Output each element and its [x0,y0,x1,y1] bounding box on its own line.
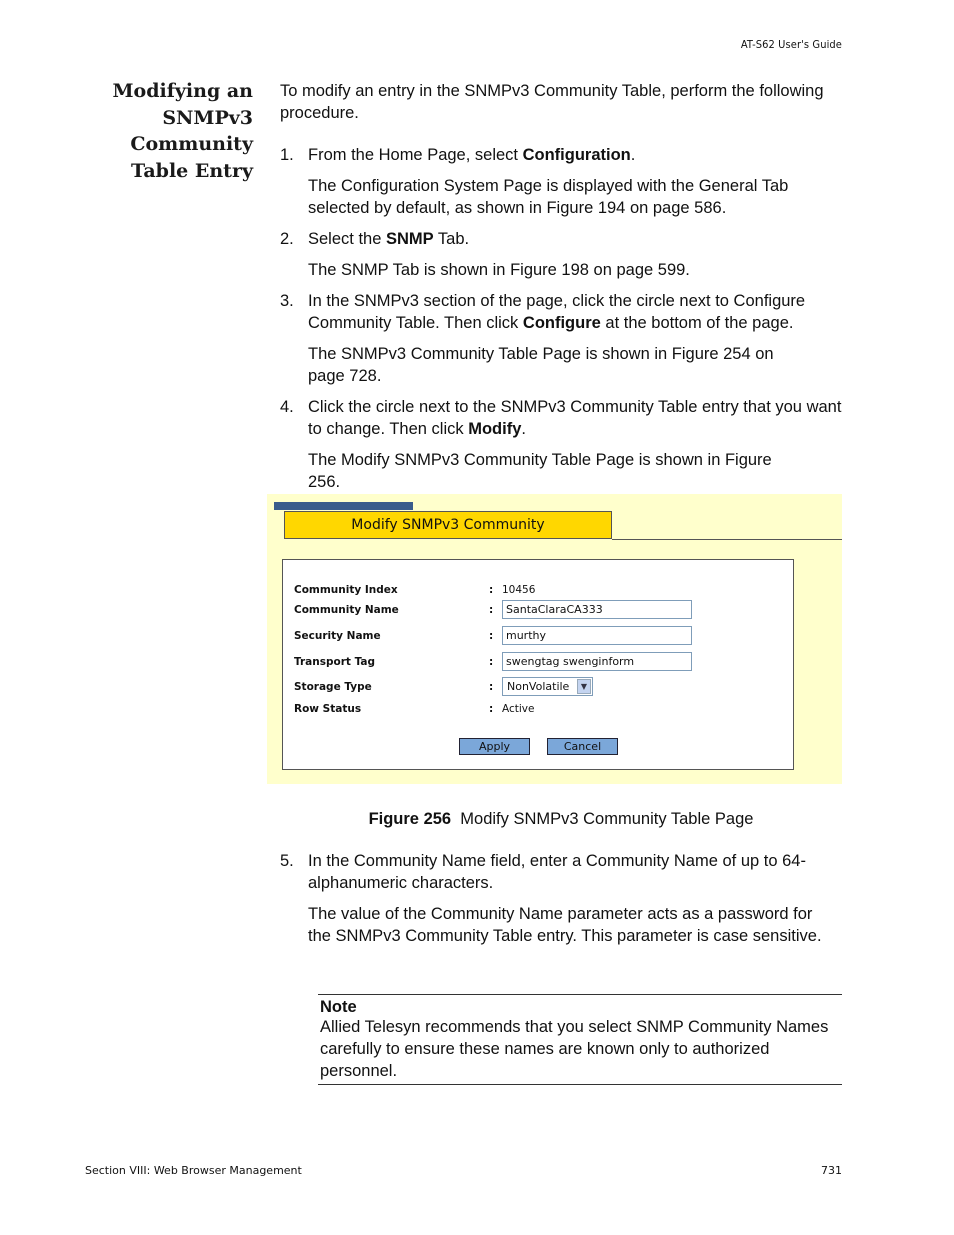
colon: : [489,703,494,715]
step-text: In the Community Name field, enter a Community Name of up to 64-alphanumeric characters. [308,852,806,892]
step-text: Click the circle next to the SNMPv3 Community Table entry that you want to change. Then click Modify. [308,398,842,438]
step-number: 1. [280,146,294,164]
step-number: 2. [280,230,294,248]
community-index-value: 10456 [502,584,536,596]
chevron-down-icon[interactable]: ▼ [577,679,591,694]
note-title: Note [320,998,357,1016]
colon: : [489,584,494,596]
field-label: Row Status [294,703,362,715]
colon: : [489,656,494,668]
note-rule-top [318,994,842,995]
tab-divider [612,539,842,540]
step-number: 4. [280,398,294,416]
step-detail: The SNMPv3 Community Table Page is shown in Figure 254 on page 728. [308,345,774,385]
step-number: 5. [280,852,294,870]
field-label: Community Name [294,604,399,616]
footer-section: Section VIII: Web Browser Management [85,1164,302,1177]
apply-button[interactable]: Apply [459,738,530,755]
colon: : [489,681,494,693]
step-detail: The Modify SNMPv3 Community Table Page is shown in Figure 256. [308,451,772,491]
storage-type-select[interactable] [502,677,593,696]
running-header: AT-S62 User's Guide [740,38,842,51]
page-number: 731 [821,1164,842,1177]
field-label: Community Index [294,584,398,596]
tab-bar [274,502,413,510]
step-text: From the Home Page, select Configuration. [308,146,636,164]
step-text: Select the SNMP Tab. [308,230,470,248]
tab-modify-snmpv3-community[interactable]: Modify SNMPv3 Community [284,511,612,539]
security-name-input[interactable]: murthy [502,626,692,645]
note-rule-bottom [318,1084,842,1085]
step-detail: The Configuration System Page is displayed with the General Tab selected by default, as shown in Figure 194 on page 586. [308,177,789,217]
figure-screenshot [267,494,842,784]
storage-type-selected-value: NonVolatile [507,680,570,693]
step-detail: The value of the Community Name parameter acts as a password for the SNMPv3 Community Table entry. This parameter is case sensitive. [308,905,822,945]
transport-tag-input[interactable]: swengtag swenginform [502,652,692,671]
row-status-value: Active [502,703,535,715]
step-number: 3. [280,292,294,310]
colon: : [489,630,494,642]
colon: : [489,604,494,616]
form-panel [282,559,794,770]
field-label: Transport Tag [294,656,375,668]
step-text: In the SNMPv3 section of the page, click the circle next to Configure Community Table. Then click Configure at the bottom of the page. [308,292,806,332]
section-title: Modifying an SNMPv3 Community Table Entry [112,80,253,182]
community-name-input[interactable]: SantaClaraCA333 [502,600,692,619]
note-body: Allied Telesyn recommends that you select SNMP Community Names carefully to ensure these names are known only to authorized personnel. [320,1018,829,1080]
figure-caption: Figure 256 Modify SNMPv3 Community Table Page [368,810,754,828]
cancel-button[interactable]: Cancel [547,738,618,755]
field-label: Security Name [294,630,381,642]
intro-paragraph: To modify an entry in the SNMPv3 Community Table, perform the following procedure. [280,82,824,122]
step-detail: The SNMP Tab is shown in Figure 198 on page 599. [308,261,690,279]
field-label: Storage Type [294,681,372,693]
